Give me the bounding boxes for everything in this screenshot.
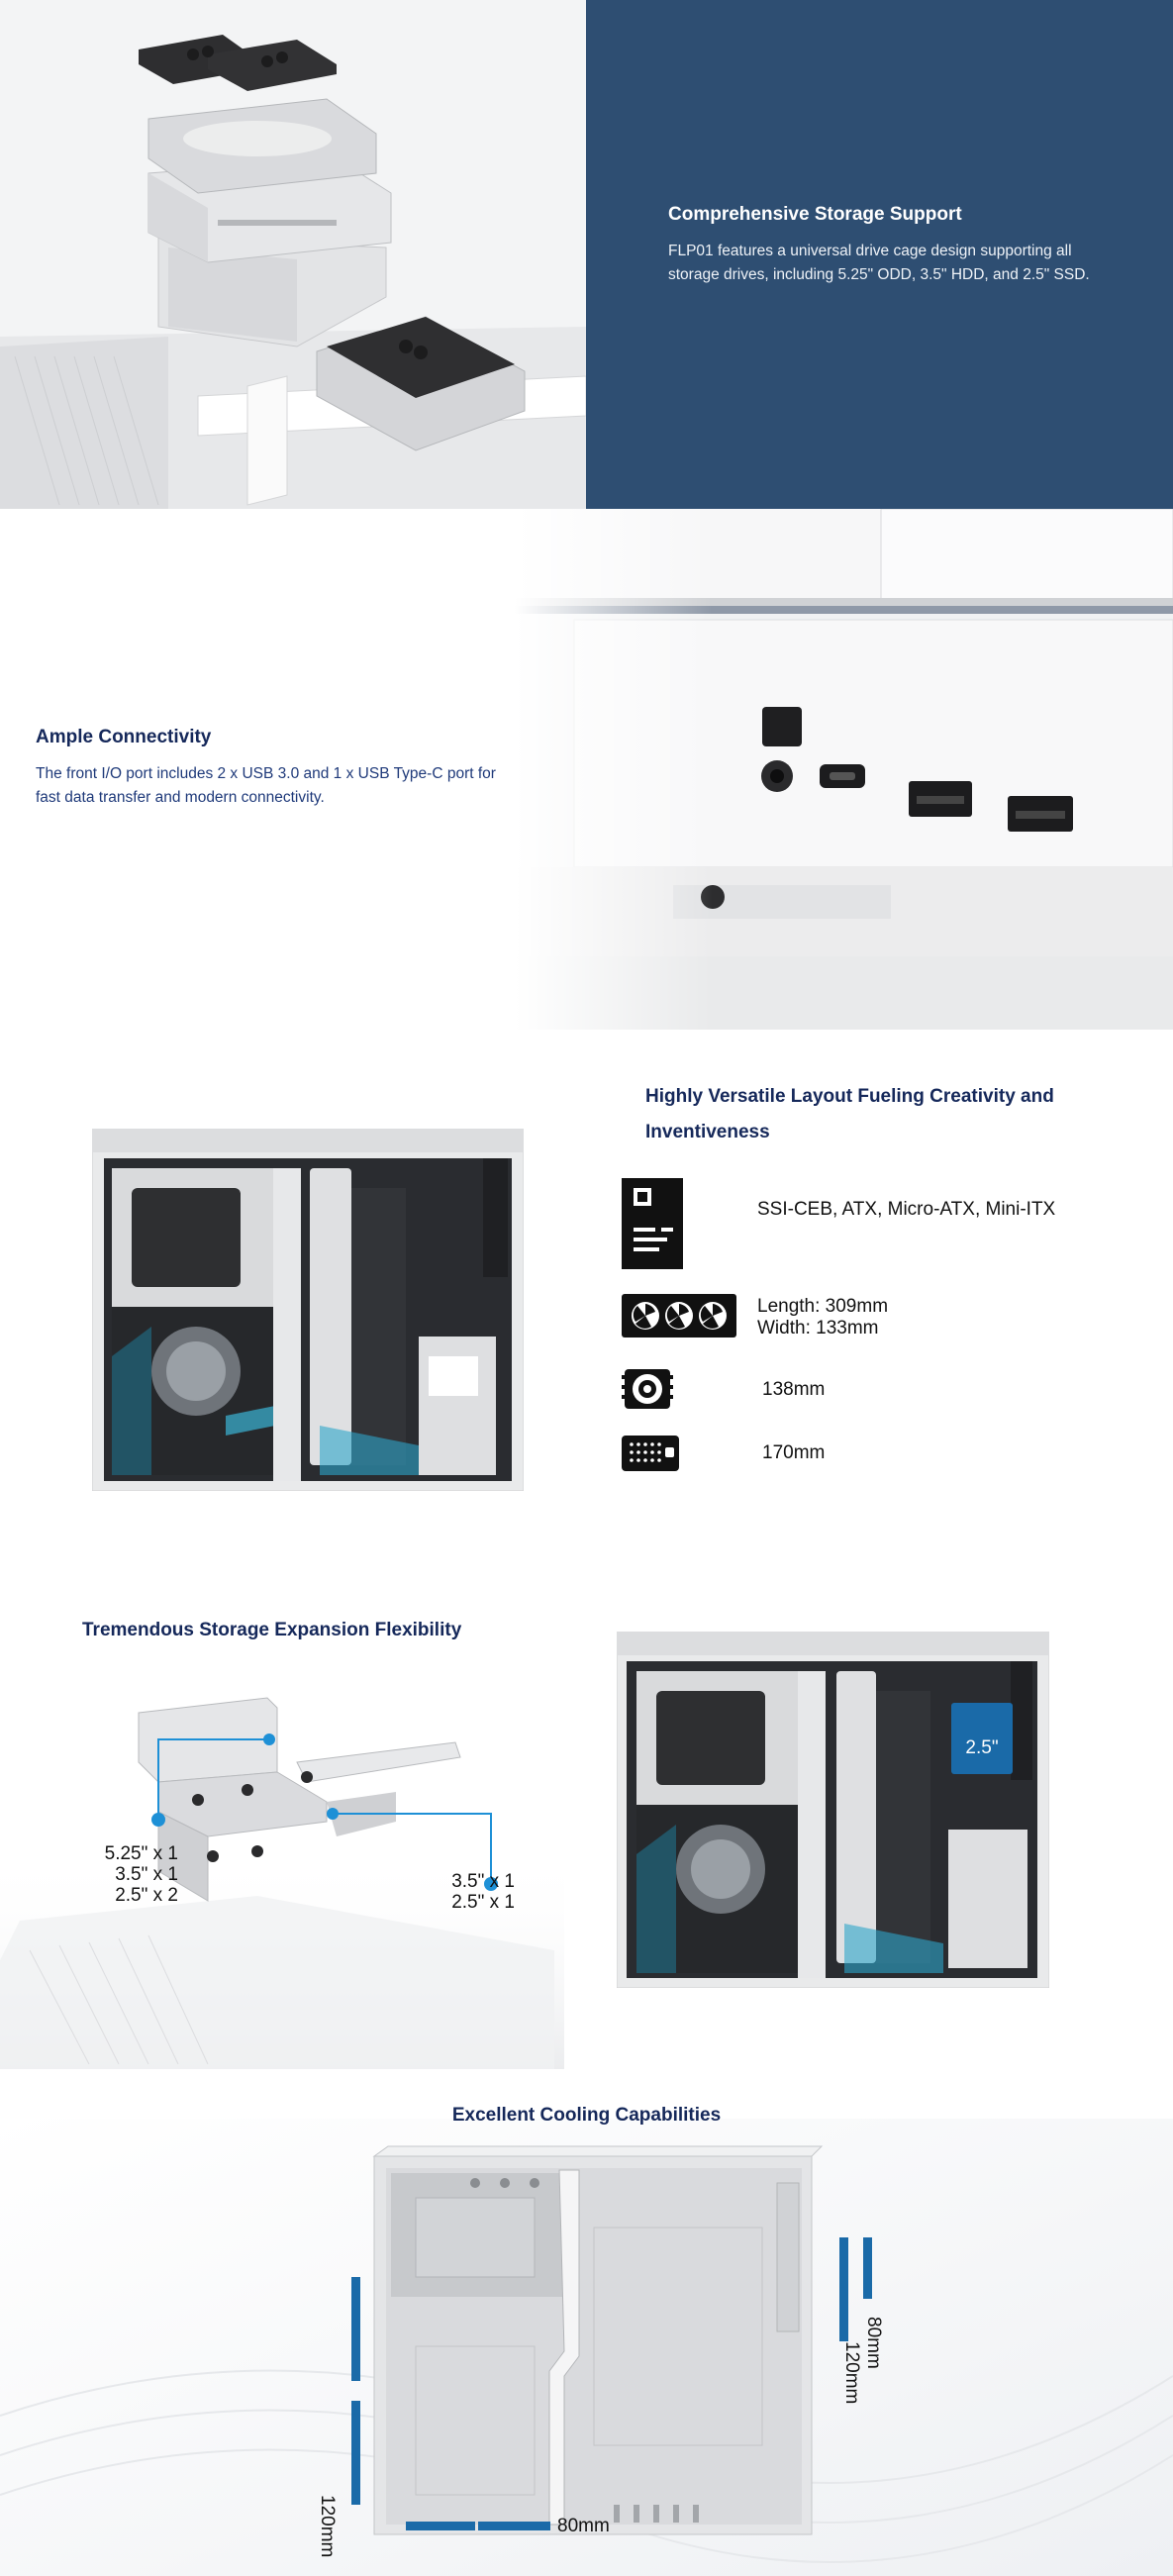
case-storage-location-image: [617, 1632, 1049, 1988]
callout-25: 2.5" x 2: [115, 1885, 178, 1906]
connectivity-text: [36, 727, 511, 810]
layout-title: Highly Versatile Layout Fueling Creativity and Inventiveness: [645, 1086, 1054, 1142]
spec-gpu-width: Width: 133mm: [757, 1318, 879, 1338]
spec-motherboard-label: SSI-CEB, ATX, Micro-ATX, Mini-ITX: [757, 1199, 1056, 1220]
ssd-badge-label: 2.5": [965, 1737, 999, 1758]
exploded-drive-cage-image: [0, 0, 586, 509]
callout-35: 3.5" x 1: [115, 1864, 178, 1885]
connectivity-description: The front I/O port includes 2 x USB 3.0 and 1 x USB Type-C port for fast data transfer and modern connectivity.: [36, 765, 496, 806]
callout-525: 5.25" x 1: [104, 1843, 178, 1864]
cooling-title: Excellent Cooling Capabilities: [451, 2105, 722, 2126]
connectivity-title: Ample Connectivity: [36, 727, 212, 747]
cpu-cooler-icon: [622, 1363, 675, 1415]
connectivity-section: [0, 509, 1173, 1030]
spec-gpu-length: Length: 309mm: [757, 1296, 889, 1317]
front-io-image: [515, 509, 1173, 1030]
left-fan-size: 120mm: [317, 2495, 338, 2558]
spec-psu-length: 170mm: [762, 1442, 826, 1463]
case-cooling-image: [0, 2119, 1173, 2576]
callout-side-25: 2.5" x 1: [451, 1892, 515, 1913]
cooling-section: [0, 2069, 1173, 2576]
right-fan-size-b: 80mm: [863, 2317, 884, 2369]
bottom-fan-bar: [406, 2522, 550, 2531]
layout-section: [0, 1030, 1173, 1584]
storage-support-text: [668, 204, 1124, 287]
storage-support-section: [0, 0, 1173, 509]
bottom-fan-size: 80mm: [557, 2516, 610, 2536]
graphics-card-icon: [622, 1292, 738, 1339]
power-supply-icon: [622, 1436, 679, 1471]
callout-side-35: 3.5" x 1: [451, 1871, 515, 1892]
case-layout-image: [92, 1129, 524, 1491]
storage-expansion-title: Tremendous Storage Expansion Flexibility: [82, 1620, 462, 1640]
drive-cage-side-callout: [416, 1871, 515, 1913]
storage-support-description: FLP01 features a universal drive cage design supporting all storage drives, including 5.25" ODD, 3.5" HDD, and 2.5" SSD.: [668, 243, 1090, 283]
storage-support-title: Comprehensive Storage Support: [668, 204, 962, 225]
spec-cooler-height: 138mm: [762, 1379, 826, 1400]
motherboard-icon: [622, 1178, 685, 1269]
right-fan-size-a: 120mm: [841, 2341, 862, 2405]
drive-cage-front-callout: [59, 1843, 178, 1906]
storage-expansion-section: [0, 1584, 1173, 2069]
